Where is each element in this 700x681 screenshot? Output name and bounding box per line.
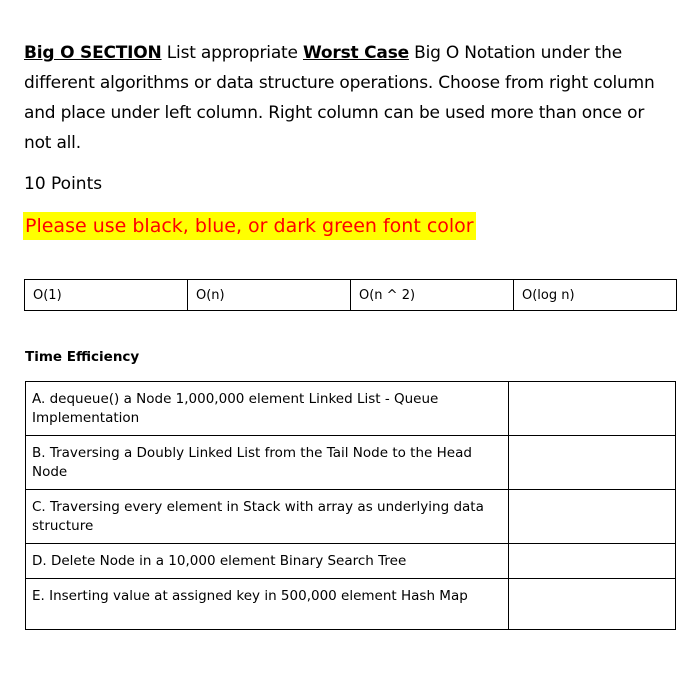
table-row [26, 436, 676, 490]
time-efficiency-table [25, 381, 676, 630]
notation-options-table [24, 279, 677, 311]
answer-cell[interactable] [509, 544, 676, 579]
instructions-text-1: List appropriate [161, 43, 303, 63]
table-row [26, 544, 676, 579]
answer-cell[interactable] [509, 436, 676, 490]
notation-option: O(n) [188, 280, 351, 311]
question-cell: E. Inserting value at assigned key in 500,000 element Hash Map [26, 579, 509, 630]
instructions-text-2: Big O Notation under the different algorithms or data structure operations. Choose from right column and place under left column. Right column can be used more than once or not all. [24, 43, 655, 153]
notation-option: O(n ^ 2) [351, 280, 514, 311]
answer-cell[interactable] [509, 490, 676, 544]
section-title: Big O SECTION [24, 43, 162, 63]
question-cell: D. Delete Node in a 10,000 element Binary Search Tree [26, 544, 509, 579]
time-efficiency-heading: Time Efficiency [25, 349, 140, 365]
font-color-notice: Please use black, blue, or dark green font color [23, 212, 476, 240]
table-row [26, 490, 676, 544]
question-cell: B. Traversing a Doubly Linked List from the Tail Node to the Head Node [26, 436, 509, 490]
points-label: 10 Points [24, 174, 103, 194]
table-row [26, 579, 676, 630]
notation-option: O(log n) [514, 280, 677, 311]
table-row [26, 382, 676, 436]
answer-cell[interactable] [509, 579, 676, 630]
question-cell: C. Traversing every element in Stack with array as underlying data structure [26, 490, 509, 544]
notation-options-row [25, 280, 677, 311]
instructions-paragraph [24, 38, 664, 158]
answer-cell[interactable] [509, 382, 676, 436]
notation-option: O(1) [25, 280, 188, 311]
worst-case-emphasis: Worst Case [302, 43, 409, 63]
question-cell: A. dequeue() a Node 1,000,000 element Linked List - Queue Implementation [26, 382, 509, 436]
